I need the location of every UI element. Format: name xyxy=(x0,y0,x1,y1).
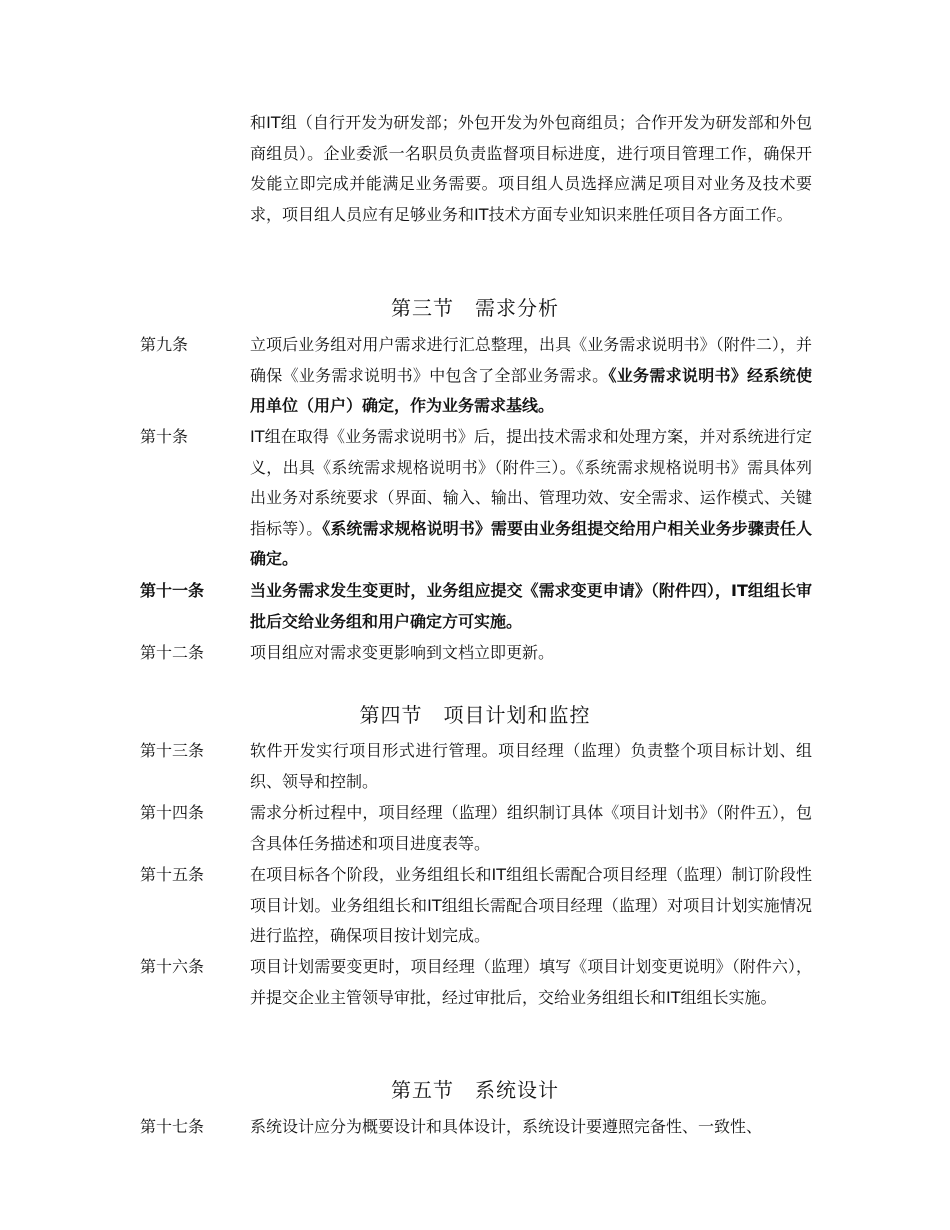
article-bold-text: 《业务需求说明书》经系统使用单位（用户）确定，作为业务需求基线。 xyxy=(250,365,812,415)
article-bold-text: 当业务需求发生变更时，业务组应提交《需求变更申请》（附件四），IT组组长审批后交给业务组和用户确定方可实施。 xyxy=(250,581,812,631)
article-label: 第十条 xyxy=(140,427,189,446)
article-label: 第十五条 xyxy=(140,865,205,884)
article-text: 项目计划需要变更时，项目经理（监理）填写《项目计划变更说明》（附件六），并提交企业主管领导审批，经过审批后，交给业务组组长和IT组组长实施。 xyxy=(250,957,812,1007)
article-label: 第十一条 xyxy=(140,581,205,600)
article-label: 第九条 xyxy=(140,335,189,354)
article-body xyxy=(250,952,812,1013)
article-body xyxy=(250,860,812,952)
article-text: 在项目标各个阶段，业务组组长和IT组组长需配合项目经理（监理）制订阶段性项目计划。业务组组长和IT组组长需配合项目经理（监理）对项目计划实施情况进行监控，确保项目按计划完成。 xyxy=(250,865,812,945)
article-text: 软件开发实行项目形式进行管理。项目经理（监理）负责整个项目标计划、组织、领导和控制。 xyxy=(250,741,812,791)
article-body xyxy=(250,638,812,669)
article-text: 系统设计应分为概要设计和具体设计，系统设计要遵照完备性、一致性、 xyxy=(250,1117,763,1136)
article-label: 第十六条 xyxy=(140,957,205,976)
article-bold-text: 《系统需求规格说明书》需要由业务组提交给用户相关业务步骤责任人确定。 xyxy=(250,518,812,568)
section-title-4: 第四节 项目计划和监控 xyxy=(359,703,591,727)
article-label: 第十四条 xyxy=(140,803,205,822)
intro-paragraph: 和IT组（自行开发为研发部；外包开发为外包商组员；合作开发为研发部和外包商组员）。企业委派一名职员负责监督项目标进度，进行项目管理工作，确保开发能立即完成并能满足业务需要。项目组人员选择应满足项目对业务及技术要求，项目组人员应有足够业务和IT技术方面专业知识来胜任项目各方面工作。 xyxy=(250,113,812,224)
section-title-5: 第五节 系统设计 xyxy=(391,1078,559,1102)
article-body xyxy=(250,330,812,422)
section-title-3: 第三节 需求分析 xyxy=(391,296,559,320)
article-body xyxy=(250,736,812,797)
article-text: 项目组应对需求变更影响到文档立即更新。 xyxy=(250,643,555,662)
article-text: 立项后业务组对用户需求进行汇总整理，出具《业务需求说明书》（附件二），并确保《业务需求说明书》中包含了全部业务需求。 xyxy=(250,335,812,385)
article-body xyxy=(250,576,812,637)
article-label: 第十二条 xyxy=(140,643,205,662)
article-label: 第十七条 xyxy=(140,1117,205,1136)
article-text: 需求分析过程中，项目经理（监理）组织制订具体《项目计划书》（附件五），包含具体任务描述和项目进度表等。 xyxy=(250,803,812,853)
article-label: 第十三条 xyxy=(140,741,205,760)
article-text: IT组在取得《业务需求说明书》后，提出技术需求和处理方案，并对系统进行定义，出具《系统需求规格说明书》（附件三）。《系统需求规格说明书》需具体列出业务对系统要求（界面、输入、输出、管理功效、安全需求、运作模式、关键指标等）。 xyxy=(250,427,812,538)
article-body xyxy=(250,422,812,575)
article-body xyxy=(250,1112,812,1143)
article-body xyxy=(250,798,812,859)
